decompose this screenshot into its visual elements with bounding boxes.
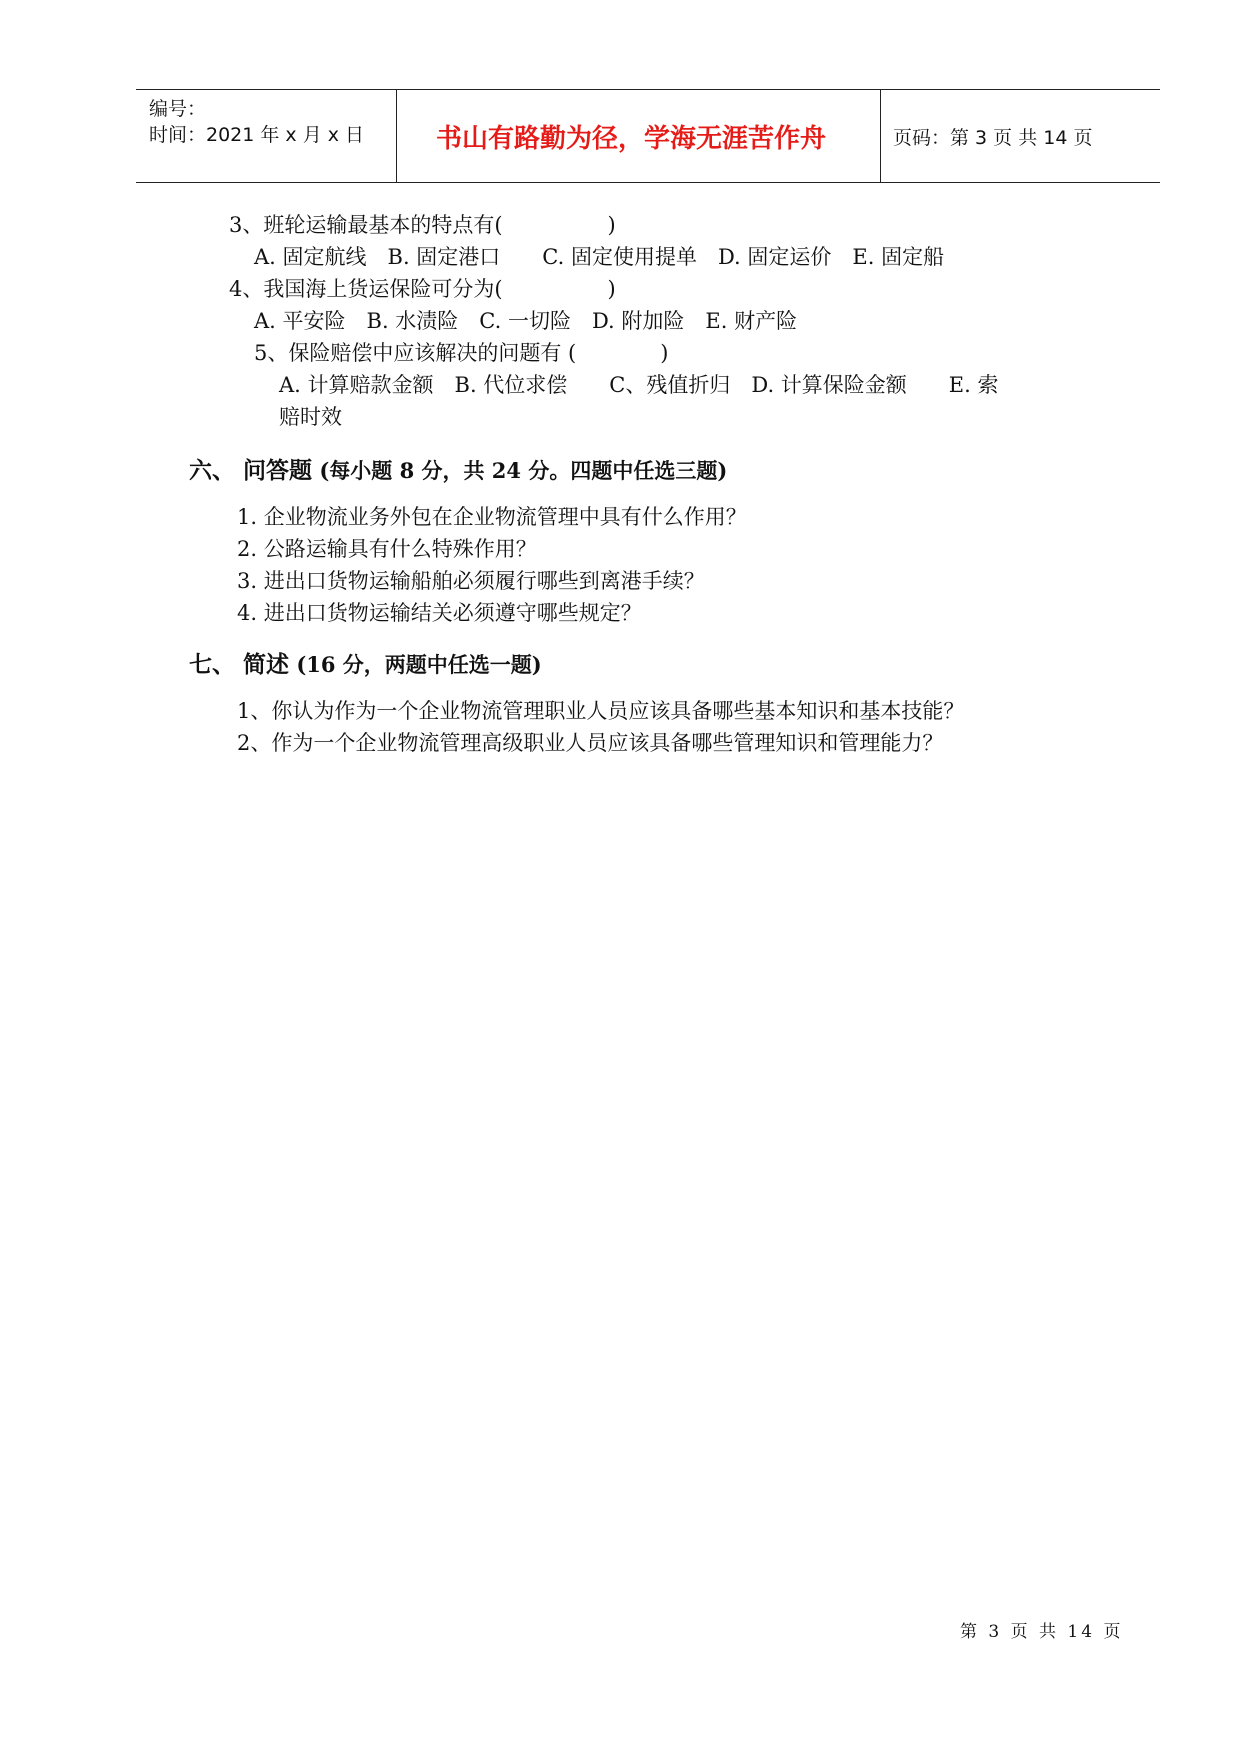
section-7-heading xyxy=(189,650,542,680)
list-item: 2. 公路运输具有什么特殊作用？ xyxy=(237,537,537,561)
number-label: 编号： xyxy=(149,98,207,120)
page-header xyxy=(136,89,1160,183)
question-3: 3、班轮运输最基本的特点有( ) xyxy=(229,213,616,237)
list-item: 2、作为一个企业物流管理高级职业人员应该具备哪些管理知识和管理能力？ xyxy=(237,731,944,755)
header-page-code: 页码：第 3 页 共 14 页 xyxy=(893,127,1093,149)
section-6-title: 六、 问答题 xyxy=(189,457,313,484)
section-7-note: (16 分，两题中任选一题) xyxy=(296,652,542,677)
list-item: 1、你认为作为一个企业物流管理职业人员应该具备哪些基本知识和基本技能？ xyxy=(237,699,965,723)
section-7-title: 七、 简述 xyxy=(189,651,290,678)
question-3-options: A. 固定航线 B. 固定港口 C. 固定使用提单 D. 固定运价 E. 固定船 xyxy=(254,245,945,269)
page-footer: 第 3 页 共 14 页 xyxy=(960,1622,1124,1642)
list-item: 3. 进出口货物运输船舶必须履行哪些到离港手续？ xyxy=(237,569,705,593)
section-6-heading xyxy=(189,456,727,486)
question-4-options: A. 平安险 B. 水渍险 C. 一切险 D. 附加险 E. 财产险 xyxy=(254,309,798,333)
time-label: 时间：2021 年 x 月 x 日 xyxy=(149,124,365,146)
question-5: 5、保险赔偿中应该解决的问题有 ( ) xyxy=(254,341,669,365)
header-motto: 书山有路勤为径，学海无涯苦作舟 xyxy=(435,124,826,154)
question-4: 4、我国海上货运保险可分为( ) xyxy=(229,277,616,301)
header-divider xyxy=(880,90,881,182)
question-5-options: A. 计算赔款金额 B. 代位求偿 C、残值折归 D. 计算保险金额 E. 索 xyxy=(279,373,999,397)
question-5-options-cont: 赔时效 xyxy=(279,405,342,429)
list-item: 4. 进出口货物运输结关必须遵守哪些规定？ xyxy=(237,601,642,625)
section-6-note: (每小题 8 分，共 24 分。四题中任选三题) xyxy=(319,458,728,483)
list-item: 1. 企业物流业务外包在企业物流管理中具有什么作用？ xyxy=(237,505,747,529)
